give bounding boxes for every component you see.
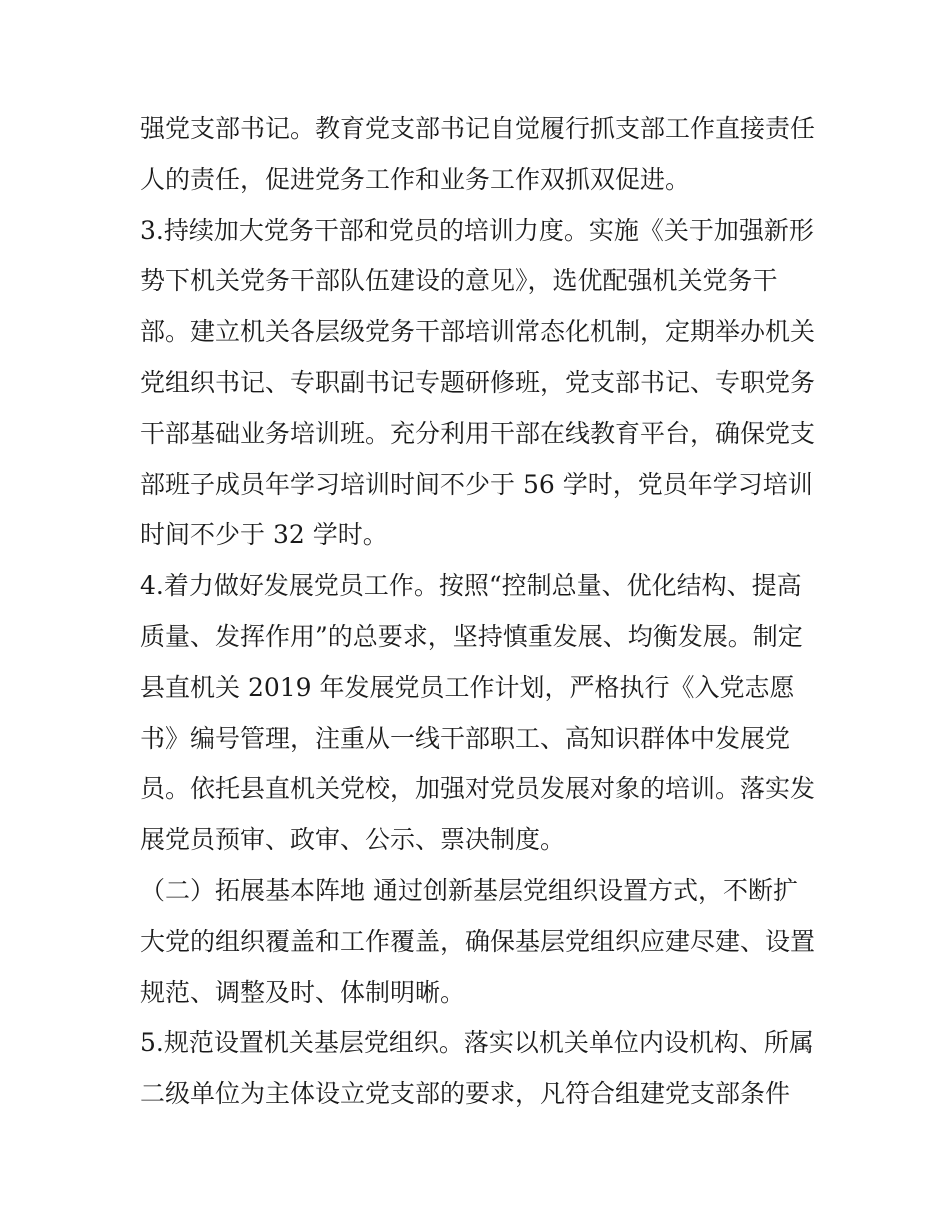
text-line-1: 强党支部书记。教育党支部书记自觉履行抓支部工作直接责任 — [140, 114, 816, 143]
text-line-4: 势下机关党务干部队伍建设的意见》，选优配强机关党务干 — [140, 266, 778, 296]
text-line-13: 书》编号管理，注重从一线干部职工、高知识群体中发展党 — [140, 723, 791, 753]
text-line-10: 4.着力做好发展党员工作。按照“控制总量、优化结构、提高 — [140, 571, 802, 601]
text-line-12: 县直机关 2019 年发展党员工作计划，严格执行《入党志愿 — [140, 672, 795, 702]
text-line-20: 二级单位为主体设立党支部的要求，凡符合组建党支部条件 — [140, 1079, 791, 1109]
text-line-8: 部班子成员年学习培训时间不少于 56 学时，党员年学习培训 — [140, 469, 813, 499]
text-line-19: 5.规范设置机关基层党组织。落实以机关单位内设机构、所属 — [140, 1028, 814, 1058]
text-line-18: 规范、调整及时、体制明晰。 — [140, 977, 466, 1007]
text-line-2: 人的责任，促进党务工作和业务工作双抓双促进。 — [140, 164, 691, 194]
text-line-5: 部。建立机关各层级党务干部培训常态化机制，定期举办机关 — [140, 317, 816, 347]
text-line-6: 党组织书记、专职副书记专题研修班，党支部书记、专职党务 — [140, 367, 816, 397]
text-line-16: （二）拓展基本阵地 通过创新基层党组织设置方式，不断扩 — [140, 875, 798, 905]
text-line-17: 大党的组织覆盖和工作覆盖，确保基层党组织应建尽建、设置 — [140, 926, 816, 956]
text-line-9: 时间不少于 32 学时。 — [140, 520, 388, 550]
text-line-15: 展党员预审、政审、公示、票决制度。 — [140, 825, 566, 855]
document-body — [140, 104, 820, 1120]
text-line-3: 3.持续加大党务干部和党员的培训力度。实施《关于加强新形 — [140, 215, 814, 245]
text-line-7: 干部基础业务培训班。充分利用干部在线教育平台，确保党支 — [140, 418, 816, 448]
text-line-11: 质量、发挥作用”的总要求，坚持慎重发展、均衡发展。制定 — [140, 621, 803, 651]
text-line-14: 员。依托县直机关党校，加强对党员发展对象的培训。落实发 — [140, 774, 816, 804]
